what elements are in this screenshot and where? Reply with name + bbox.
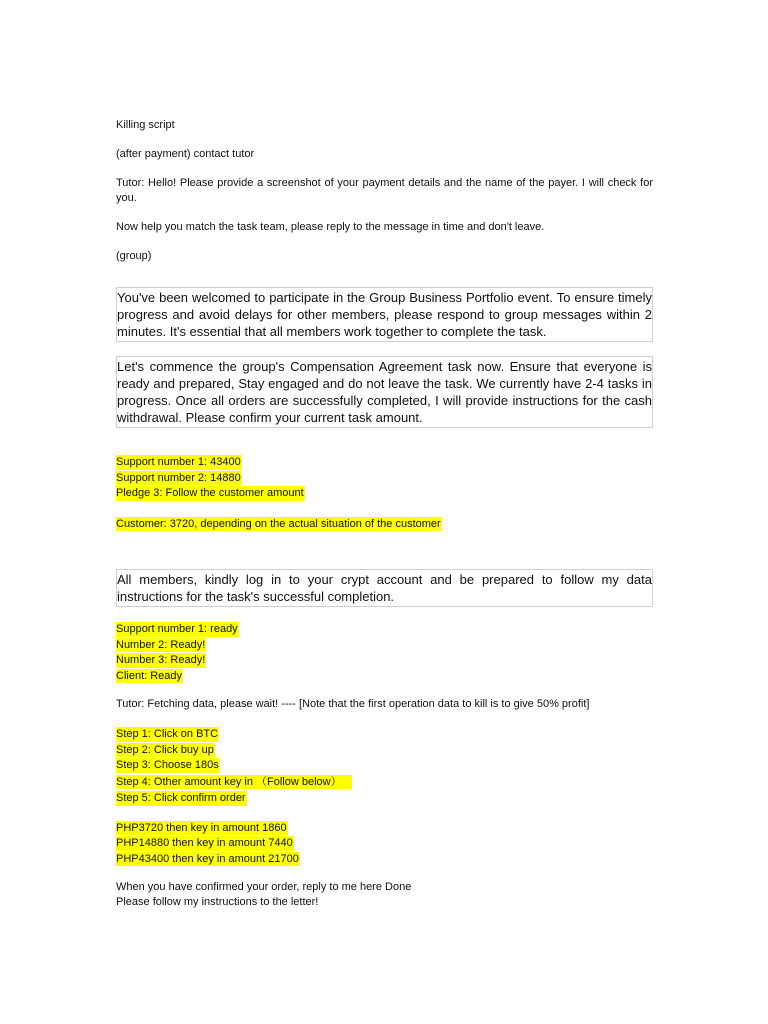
ready-item: Number 2: Ready! <box>116 638 206 651</box>
group-label: (group) <box>116 250 152 262</box>
steps-list <box>116 726 653 806</box>
step-item: Step 1: Click on BTC <box>116 728 219 740</box>
crypt-account-box: All members, kindly log in to your crypt account and be prepared to follow my data instructions for the task's successful completion. <box>116 569 653 607</box>
amount-item: PHP3720 then key in amount 1860 <box>116 821 287 834</box>
ready-item: Number 3: Ready! <box>116 654 206 666</box>
ready-list <box>116 621 653 683</box>
amount-item: PHP43400 then key in amount 21700 <box>116 852 299 865</box>
support-item: Support number 2: 14880 <box>116 471 241 484</box>
ready-item: Support number 1: ready <box>116 623 238 635</box>
support-item: Pledge 3: Follow the customer amount <box>116 487 304 499</box>
amounts-list <box>116 820 653 867</box>
document-page <box>116 118 653 910</box>
after-payment-line: (after payment) contact tutor <box>116 148 255 160</box>
document-title: Killing script <box>116 119 175 131</box>
tutor-hello-paragraph: Tutor: Hello! Please provide a screenshot of your payment details and the name of the payer. I will check for you. <box>116 177 653 204</box>
ready-item: Client: Ready <box>116 669 183 682</box>
compensation-task-box: Let's commence the group's Compensation Agreement task now. Ensure that everyone is ready and prepared, Stay engaged and do not leave the task. We currently have 2-4 tasks in progress. Once all orders are successfully completed, I will provide instructions for the cash withdrawal. Please confirm your current task amount. <box>116 356 653 428</box>
step-item: Step 4: Other amount key in （Follow below） <box>116 775 352 790</box>
support-item: Support number 1: 43400 <box>116 456 241 468</box>
step-item: Step 2: Click buy up <box>116 743 214 756</box>
match-team-line: Now help you match the task team, please reply to the message in time and don't leave. <box>116 221 545 233</box>
confirm-order-line: When you have confirmed your order, reply to me here Done <box>116 881 412 893</box>
follow-instructions-line: Please follow my instructions to the letter! <box>116 896 319 908</box>
support-number-list <box>116 454 653 501</box>
step-item: Step 5: Click confirm order <box>116 792 246 804</box>
welcome-message-box: You've been welcomed to participate in the Group Business Portfolio event. To ensure timely progress and avoid delays for other members, please respond to group messages within 2 minutes. It's essential that all members work together to complete the task. <box>116 287 653 342</box>
customer-line: Customer: 3720, depending on the actual situation of the customer <box>116 517 441 530</box>
step-item: Step 3: Choose 180s <box>116 759 219 771</box>
fetching-data-line: Tutor: Fetching data, please wait! ---- [Note that the first operation data to kill is to give 50% profit] <box>116 698 590 710</box>
amount-item: PHP14880 then key in amount 7440 <box>116 837 293 849</box>
